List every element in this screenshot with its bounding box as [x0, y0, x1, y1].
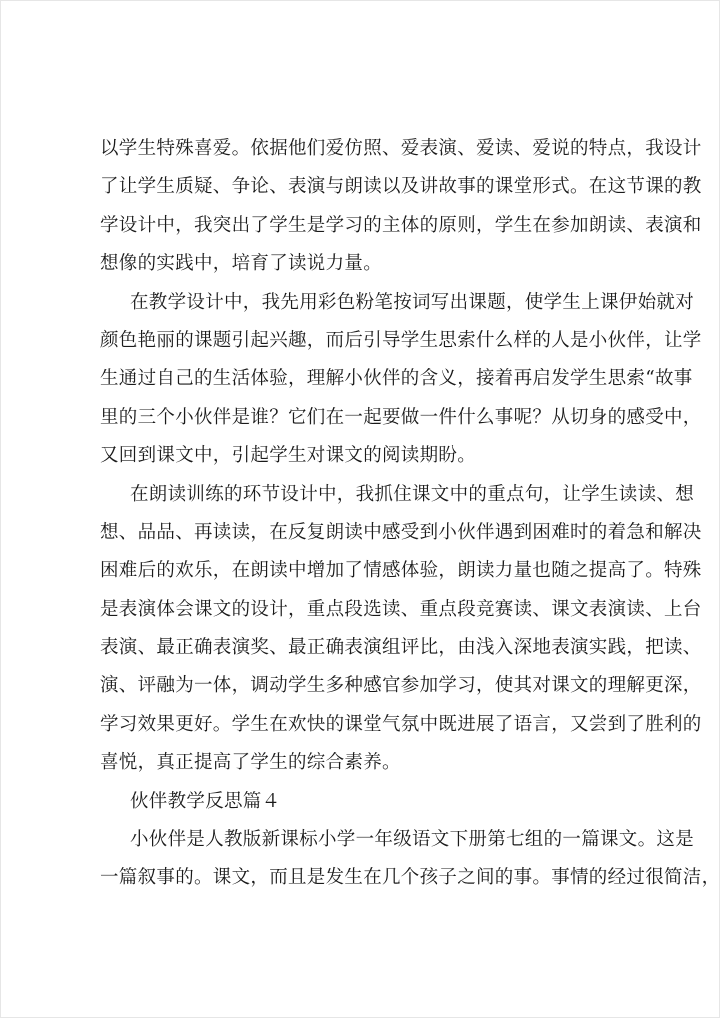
paragraph-3-line-3: 困难后的欢乐，在朗读中增加了情感体验，朗读力量也随之提高了。特殊: [100, 560, 702, 582]
paragraph-2-line-2: 颜色艳丽的课题引起兴趣，而后引导学生思索什么样的人是小伙伴，让学: [100, 329, 702, 351]
paragraph-3-line-2: 想、品品、再读读，在反复朗读中感受到小伙伴遇到困难时的着急和解决: [100, 521, 702, 543]
paragraph-3-line-4: 是表演体会课文的设计，重点段选读、重点段竞赛读、课文表演读、上台: [100, 598, 702, 620]
paragraph-3-line-7: 学习效果更好。学生在欢快的课堂气氛中既进展了语言，又尝到了胜利的: [100, 713, 702, 735]
paragraph-1-line-2: 了让学生质疑、争论、表演与朗读以及讲故事的课堂形式。在这节课的教: [100, 176, 702, 198]
paragraph-4-line-1: 小伙伴是人教版新课标小学一年级语文下册第七组的一篇课文。这是: [130, 829, 695, 851]
paragraph-2-line-4: 里的三个小伙伴是谁？它们在一起要做一件什么事呢？从切身的感受中，: [100, 406, 702, 428]
paragraph-2-line-1: 在教学设计中，我先用彩色粉笔按词写出课题，使学生上课伊始就对: [130, 291, 695, 313]
paragraph-1-line-3: 学设计中，我突出了学生是学习的主体的原则，学生在参加朗读、表演和: [100, 214, 702, 236]
paragraph-1-line-1: 以学生特殊喜爱。依据他们爱仿照、爱表演、爱读、爱说的特点，我设计: [100, 138, 702, 159]
section-heading: 伙伴教学反思篇４: [130, 790, 281, 812]
paragraph-2-line-5: 又回到课文中，引起学生对课文的阅读期盼。: [100, 445, 477, 467]
paragraph-1-line-4: 想像的实践中，培育了读说力量。: [100, 253, 383, 275]
paragraph-3-line-5: 表演、最正确表演奖、最正确表演组评比，由浅入深地表演实践，把读、: [100, 637, 702, 659]
paragraph-2-line-3: 生通过自己的生活体验，理解小伙伴的含义，接着再启发学生思索“故事: [100, 368, 693, 390]
paragraph-3-line-8: 喜悦，真正提高了学生的综合素养。: [100, 752, 401, 774]
paragraph-3-line-1: 在朗读训练的环节设计中，我抓住课文中的重点句，让学生读读、想: [130, 483, 695, 505]
document-body: [100, 130, 720, 898]
paragraph-3-line-6: 演、评融为一体，调动学生多种感官参加学习，使其对课文的理解更深，: [100, 675, 702, 697]
paragraph-4-line-2: 一篇叙事的。课文，而且是发生在几个孩子之间的事。事情的经过很简洁，: [100, 867, 720, 889]
